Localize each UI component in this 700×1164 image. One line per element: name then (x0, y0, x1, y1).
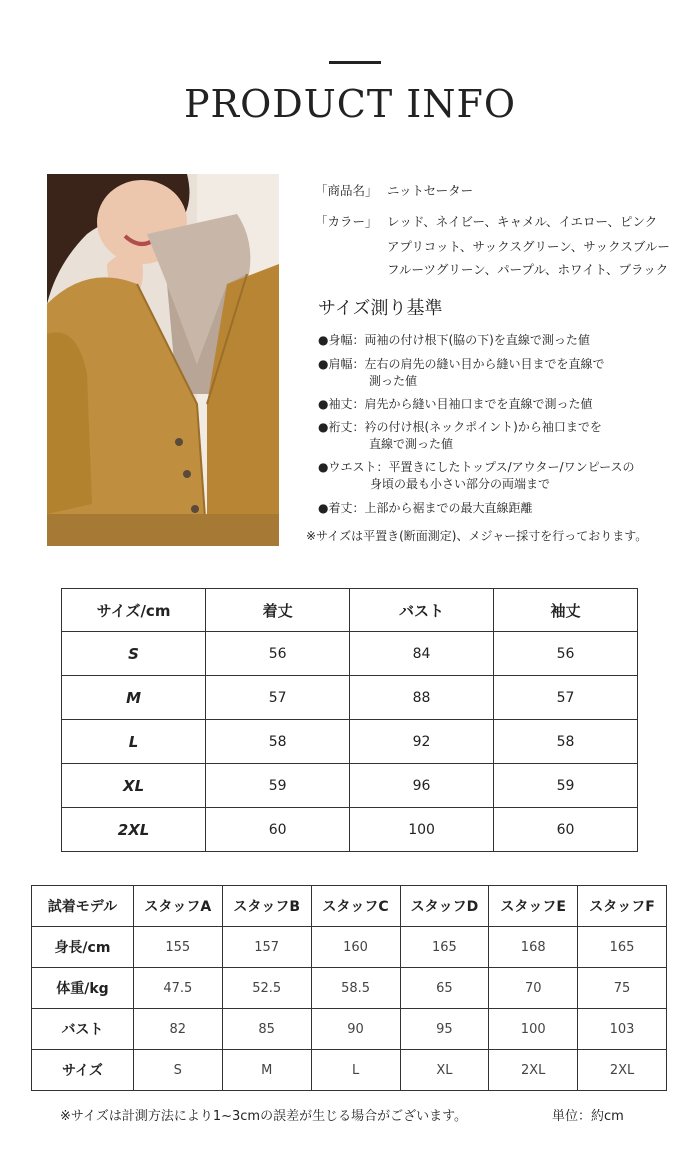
table-row (62, 720, 638, 764)
table-cell: 90 (311, 1009, 400, 1050)
table-cell: S (133, 1050, 222, 1091)
table-cell: 155 (133, 927, 222, 968)
color-line-3: フルーツグリーン、パープル、ホワイト、ブラック (387, 262, 669, 277)
table-header: 試着モデル (32, 886, 134, 927)
table-cell: 60 (206, 808, 350, 852)
color-label: 「カラー」 (315, 214, 378, 229)
measurement-note: ※サイズは平置き(断面測定)、メジャー採寸を行っております。 (306, 529, 648, 543)
table-cell: 47.5 (133, 968, 222, 1009)
table-cell: 103 (578, 1009, 667, 1050)
table-cell: 身長/cm (32, 927, 134, 968)
table-header: 袖丈 (494, 589, 638, 632)
table-cell: 82 (133, 1009, 222, 1050)
table-cell: 168 (489, 927, 578, 968)
model-table (31, 885, 667, 1091)
table-cell: 58.5 (311, 968, 400, 1009)
table-cell: 95 (400, 1009, 489, 1050)
table-cell: バスト (32, 1009, 134, 1050)
measurement-item: ●肩幅：左右の肩先の縫い目から縫い目までを直線で 測った値 (318, 357, 605, 388)
table-cell: 165 (578, 927, 667, 968)
table-cell: M (222, 1050, 311, 1091)
table-header: スタッフC (311, 886, 400, 927)
table-header: スタッフF (578, 886, 667, 927)
measurement-item: ●身幅：両袖の付け根下(脇の下)を直線で測った値 (318, 333, 590, 347)
table-cell: 70 (489, 968, 578, 1009)
table-cell: 2XL (578, 1050, 667, 1091)
table-row (32, 968, 667, 1009)
table-header: スタッフA (133, 886, 222, 927)
table-header-row (32, 886, 667, 927)
title-decoration-bar (329, 61, 381, 64)
table-cell: 59 (494, 764, 638, 808)
table-cell: 85 (222, 1009, 311, 1050)
footer-note: ※サイズは計測方法により1~3cmの誤差が生じる場合がございます。 (60, 1109, 468, 1124)
table-cell: 体重/kg (32, 968, 134, 1009)
table-cell: 157 (222, 927, 311, 968)
table-cell: 96 (350, 764, 494, 808)
table-cell: 100 (350, 808, 494, 852)
table-cell: 75 (578, 968, 667, 1009)
table-cell: 88 (350, 676, 494, 720)
table-cell: 58 (494, 720, 638, 764)
table-header: バスト (350, 589, 494, 632)
table-cell: S (62, 632, 206, 676)
color-line-2: アプリコット、サックスグリーン、サックスブルー (387, 239, 670, 254)
table-row (32, 927, 667, 968)
table-row (62, 808, 638, 852)
table-cell: M (62, 676, 206, 720)
table-cell: L (62, 720, 206, 764)
table-cell: 2XL (62, 808, 206, 852)
table-cell: 2XL (489, 1050, 578, 1091)
table-cell: 165 (400, 927, 489, 968)
table-cell: XL (400, 1050, 489, 1091)
table-header-row (62, 589, 638, 632)
unit-note: 単位：約cm (552, 1109, 624, 1124)
table-row (32, 1009, 667, 1050)
table-cell: 84 (350, 632, 494, 676)
table-row (62, 632, 638, 676)
table-header: スタッフE (489, 886, 578, 927)
table-cell: XL (62, 764, 206, 808)
table-cell: 56 (494, 632, 638, 676)
table-row (62, 764, 638, 808)
table-cell: 60 (494, 808, 638, 852)
table-cell: 59 (206, 764, 350, 808)
table-header: サイズ/cm (62, 589, 206, 632)
table-cell: 92 (350, 720, 494, 764)
table-header: スタッフD (400, 886, 489, 927)
table-header: 着丈 (206, 589, 350, 632)
measurement-item: ●着丈：上部から裾までの最大直線距離 (318, 501, 533, 515)
table-cell: 56 (206, 632, 350, 676)
table-cell: 57 (206, 676, 350, 720)
color-line-1: レッド、ネイビー、キャメル、イエロー、ピンク (387, 214, 658, 229)
table-row (32, 1050, 667, 1091)
table-cell: 57 (494, 676, 638, 720)
measurement-title: サイズ測り基準 (318, 298, 443, 319)
measurement-item: ●ウエスト：平置きにしたトップス/アウター/ワンピースの 身頃の最も小さい部分の両端まで (318, 460, 635, 491)
product-name-value: ニットセーター (387, 183, 474, 198)
table-cell: 100 (489, 1009, 578, 1050)
table-row (62, 676, 638, 720)
table-header: スタッフB (222, 886, 311, 927)
product-photo (47, 174, 279, 546)
page-title: PRODUCT INFO (183, 82, 517, 126)
table-cell: 65 (400, 968, 489, 1009)
table-cell: L (311, 1050, 400, 1091)
measurement-item: ●裄丈：衿の付け根(ネックポイント)から袖口までを 直線で測った値 (318, 420, 602, 451)
product-name-label: 「商品名」 (315, 183, 378, 198)
table-cell: サイズ (32, 1050, 134, 1091)
size-table (61, 588, 638, 852)
table-cell: 58 (206, 720, 350, 764)
measurement-item: ●袖丈：肩先から縫い目袖口までを直線で測った値 (318, 397, 593, 411)
table-cell: 52.5 (222, 968, 311, 1009)
table-cell: 160 (311, 927, 400, 968)
